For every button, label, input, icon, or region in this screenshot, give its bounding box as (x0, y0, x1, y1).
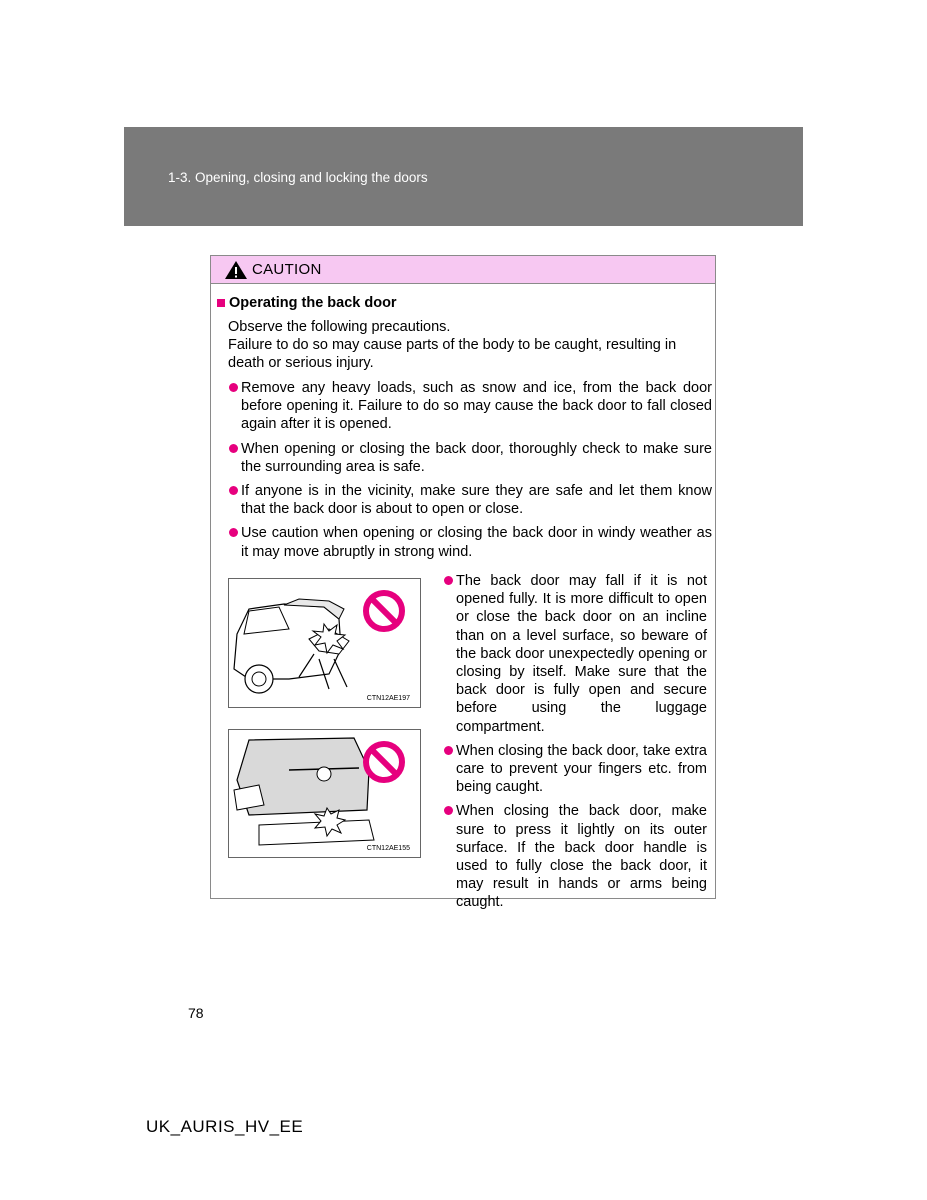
list-item: When opening or closing the back door, thoroughly check to make sure the surrounding area is safe. (228, 440, 712, 476)
back-door-closing-illustration (229, 730, 420, 857)
section-title (217, 295, 397, 311)
page-number: 78 (188, 1005, 204, 1021)
bullet-dot-icon (444, 806, 453, 815)
warning-triangle-icon (224, 260, 248, 280)
caution-header (211, 256, 715, 284)
bullet-dot-icon (444, 576, 453, 585)
bullet-dot-icon (229, 486, 238, 495)
precaution-list (228, 379, 712, 567)
bullet-dot-icon (229, 528, 238, 537)
caution-label: CAUTION (252, 261, 322, 278)
caution-box (210, 255, 716, 911)
intro-line-2: Failure to do so may cause parts of the body to be caught, resulting in death or serious injury. (228, 337, 677, 372)
list-item: Remove any heavy loads, such as snow and ice, from the back door before opening it. Failure to do so may cause the back door to fall closed again after it is opened. (228, 379, 712, 434)
figure-code: CTN12AE155 (366, 845, 410, 852)
chapter-header-band (124, 127, 803, 226)
list-item: The back door may fall if it is not opened fully. It is more difficult to open or close the back door on an incline than on a level surface, so beware of the back door unexpectedly opening or closing by itself. Make sure that the back door is fully open and secure before using the luggage compartment. (443, 572, 707, 736)
car-rear-illustration (229, 579, 420, 707)
chapter-title: 1-3. Opening, closing and locking the doors (168, 170, 428, 185)
illustration-fingers-caught (228, 729, 421, 858)
figure-code: CTN12AE197 (366, 695, 410, 702)
document-code: UK_AURIS_HV_EE (146, 1117, 304, 1136)
bullet-dot-icon (444, 746, 453, 755)
bullet-dot-icon (229, 444, 238, 453)
list-item: Use caution when opening or closing the back door in windy weather as it may move abruptly in strong wind. (228, 524, 712, 560)
bullet-dot-icon (229, 383, 238, 392)
side-precaution-list (443, 572, 707, 918)
intro-text (228, 318, 712, 373)
list-item: When closing the back door, take extra care to prevent your fingers etc. from being caught. (443, 742, 707, 797)
intro-line-1: Observe the following precautions. (228, 319, 451, 335)
section-title-text: Operating the back door (229, 295, 397, 311)
list-item: If anyone is in the vicinity, make sure they are safe and let them know that the back door is about to open or close. (228, 482, 712, 518)
square-bullet-icon (217, 299, 225, 307)
illustration-back-door-falling (228, 578, 421, 708)
list-item: When closing the back door, make sure to press it lightly on its outer surface. If the back door handle is used to fully close the back door, it may result in hands or arms being caught. (443, 802, 707, 911)
